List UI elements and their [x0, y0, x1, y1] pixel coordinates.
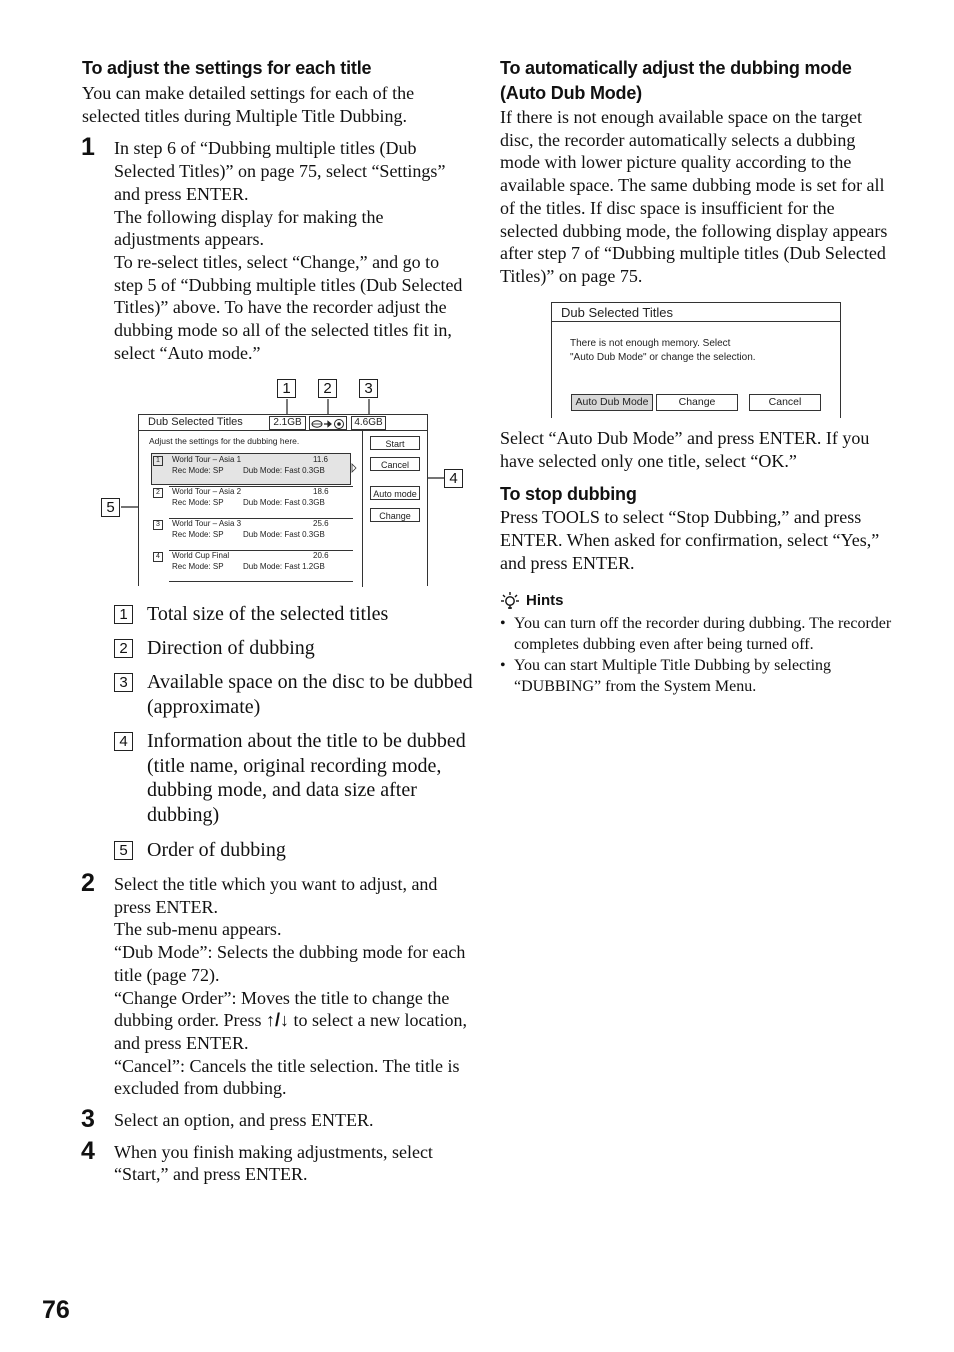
legend-text: Information about the title to be dubbed (title name, original recording mode, dubbing mode, and data size after dubbing): [147, 730, 466, 826]
callout-2: 2: [318, 379, 337, 398]
title-row[interactable]: [153, 519, 351, 547]
after-dialog-text: Select “Auto Dub Mode” and press ENTER. If you have selected only one title, select “OK.”: [500, 428, 870, 471]
legend-number: 5: [114, 841, 133, 860]
auto-dub-intro: If there is not enough available space on the target disc, the recorder automatically selects a dubbing mode with lower picture quality according to the available space. The same dubbing mode is set for all of the titles. If disc space is insufficient for the selected dubbing mode, the following display appears after step 7 of “Dubbing multiple titles (Dub Selected Titles)” on page 75.: [500, 107, 888, 286]
title-row[interactable]: [153, 487, 351, 515]
auto-dub-mode-button[interactable]: Auto Dub Mode: [571, 394, 653, 411]
legend-text: Available space on the disc to be dubbed (approximate): [147, 671, 473, 718]
title-size: 20.6: [313, 551, 329, 560]
step-1-text-3: To re-select titles, select “Change,” and go to step 5 of “Dubbing multiple titles (Dub Selected Titles)” above. To have the recorder adjust the dubbing mode so all of the selected titles fit in, select “Auto mode.”: [114, 251, 463, 363]
step-3: [81, 1105, 472, 1134]
dialog-message-line-2: "Auto Dub Mode" or change the selection.: [570, 352, 756, 363]
step-number: 1: [81, 133, 95, 162]
step-2-text-2: The sub-menu appears.: [114, 919, 282, 940]
title-order-number: 4: [153, 552, 163, 562]
legend-number: 1: [114, 605, 133, 624]
legend-text: Total size of the selected titles: [147, 603, 389, 625]
intro-paragraph: You can make detailed settings for each of the selected titles during Multiple Title Dubbing.: [82, 83, 415, 126]
step-2-text-4: [114, 987, 472, 1055]
legend-text: Order of dubbing: [147, 839, 286, 861]
title-order-number: 1: [153, 456, 163, 466]
title-rec-mode: Rec Mode: SP: [172, 466, 224, 475]
right-column: [500, 56, 892, 288]
screen-title: Dub Selected Titles: [148, 416, 243, 428]
title-row[interactable]: [153, 455, 351, 483]
available-space-box: 4.6GB: [351, 416, 386, 430]
cancel-button[interactable]: Cancel: [370, 457, 420, 471]
start-button[interactable]: Start: [370, 436, 420, 450]
step-number: 3: [81, 1105, 95, 1134]
step-number: 4: [81, 1136, 95, 1165]
step-4: [81, 1136, 472, 1186]
auto-mode-button[interactable]: Auto mode: [370, 486, 420, 500]
row-divider: [169, 581, 353, 582]
legend-number: 4: [114, 732, 133, 751]
step-2: [81, 869, 472, 1100]
legend-text: Direction of dubbing: [147, 637, 315, 659]
step-1-text-1: In step 6 of “Dubbing multiple titles (Dub Selected Titles)” on page 75, select “Settings” and press ENTER.: [114, 138, 446, 204]
step-2-text-1: Select the title which you want to adjust, and press ENTER.: [114, 874, 438, 917]
title-dub-mode: Dub Mode: Fast 0.3GB: [243, 498, 325, 507]
dubbing-direction-box: [309, 416, 347, 430]
title-dub-mode: Dub Mode: Fast 0.3GB: [243, 466, 325, 475]
hint-item: • You can start Multiple Title Dubbing by selecting “DUBBING” from the System Menu.: [500, 655, 892, 697]
step-2-text-4a: “Change Order”: Moves the title to change the dubbing order. Press: [114, 987, 450, 1031]
step-2-text-3: “Dub Mode”: Selects the dubbing mode for each title (page 72).: [114, 942, 466, 985]
stop-dubbing-title: To stop dubbing: [500, 484, 637, 505]
change-button[interactable]: Change: [370, 508, 420, 522]
title-rec-mode: Rec Mode: SP: [172, 498, 224, 507]
step-number: 2: [81, 869, 95, 897]
title-order-number: 2: [153, 488, 163, 498]
title-size: 11.6: [313, 455, 328, 464]
dialog-message-line-1: There is not enough memory. Select: [570, 338, 731, 349]
legend-item: [114, 602, 474, 627]
dub-dialog: [551, 302, 841, 418]
dialog-title: Dub Selected Titles: [561, 305, 674, 320]
title-name: World Cup Final: [172, 551, 230, 560]
hdd-to-dvd-icon: [310, 417, 348, 431]
title-order-number: 3: [153, 520, 163, 530]
callout-4: 4: [444, 469, 463, 488]
legend-item: [114, 670, 474, 719]
hints-header: [500, 591, 892, 611]
title-size: 25.6: [313, 519, 329, 528]
step-3-text: Select an option, and press ENTER.: [114, 1110, 374, 1131]
page-number: 76: [42, 1296, 70, 1324]
lightbulb-icon: [500, 591, 520, 611]
hints-title: Hints: [526, 592, 564, 610]
title-name: World Tour – Asia 3: [172, 519, 242, 528]
title-rec-mode: Rec Mode: SP: [172, 530, 224, 539]
title-dub-mode: Dub Mode: Fast 0.3GB: [243, 530, 325, 539]
right-column-lower: [500, 427, 892, 697]
title-name: World Tour – Asia 2: [172, 487, 242, 496]
settings-screen: [138, 414, 428, 586]
title-row[interactable]: [153, 551, 351, 579]
step-1-text-2: The following display for making the adjustments appears.: [114, 206, 384, 250]
legend-item: [114, 636, 474, 661]
section-title-auto-dub: To automatically adjust the dubbing mode (Auto Dub Mode): [500, 58, 852, 103]
legend-item: [114, 838, 474, 863]
cancel-button[interactable]: Cancel: [749, 394, 821, 411]
title-size: 18.6: [313, 487, 329, 496]
screen-instruction: Adjust the settings for the dubbing here.: [149, 436, 300, 446]
hints-list: [500, 613, 892, 697]
step-2-text-5: “Cancel”: Cancels the title selection. The title is excluded from dubbing.: [114, 1055, 460, 1099]
title-dub-mode: Dub Mode: Fast 1.2GB: [243, 562, 325, 571]
hint-item: • You can turn off the recorder during dubbing. The recorder completes dubbing even after being turned off.: [500, 613, 892, 655]
step-4-text: When you finish making adjustments, select “Start,” and press ENTER.: [114, 1141, 433, 1185]
screen-divider: [362, 431, 363, 587]
steps-2-to-4: [81, 869, 472, 1186]
change-button[interactable]: Change: [656, 394, 738, 411]
legend-number: 2: [114, 639, 133, 658]
callout-1: 1: [277, 379, 296, 398]
legend-item: [114, 729, 474, 827]
stop-dubbing-text: Press TOOLS to select “Stop Dubbing,” and press ENTER. When asked for confirmation, select “Yes,” and press ENTER.: [500, 507, 880, 573]
title-name: World Tour – Asia 1: [172, 455, 242, 464]
title-rec-mode: Rec Mode: SP: [172, 562, 224, 571]
callout-3: 3: [359, 379, 378, 398]
step-2-text-4b: to select a new location, and press ENTER.: [114, 1010, 467, 1053]
legend-number: 3: [114, 673, 133, 692]
callout-5: 5: [101, 498, 120, 517]
total-size-box: 2.1GB: [269, 416, 306, 430]
section-title-adjust: To adjust the settings for each title: [82, 58, 372, 78]
up-down-arrows-icon: ↑/↓: [266, 1010, 290, 1031]
